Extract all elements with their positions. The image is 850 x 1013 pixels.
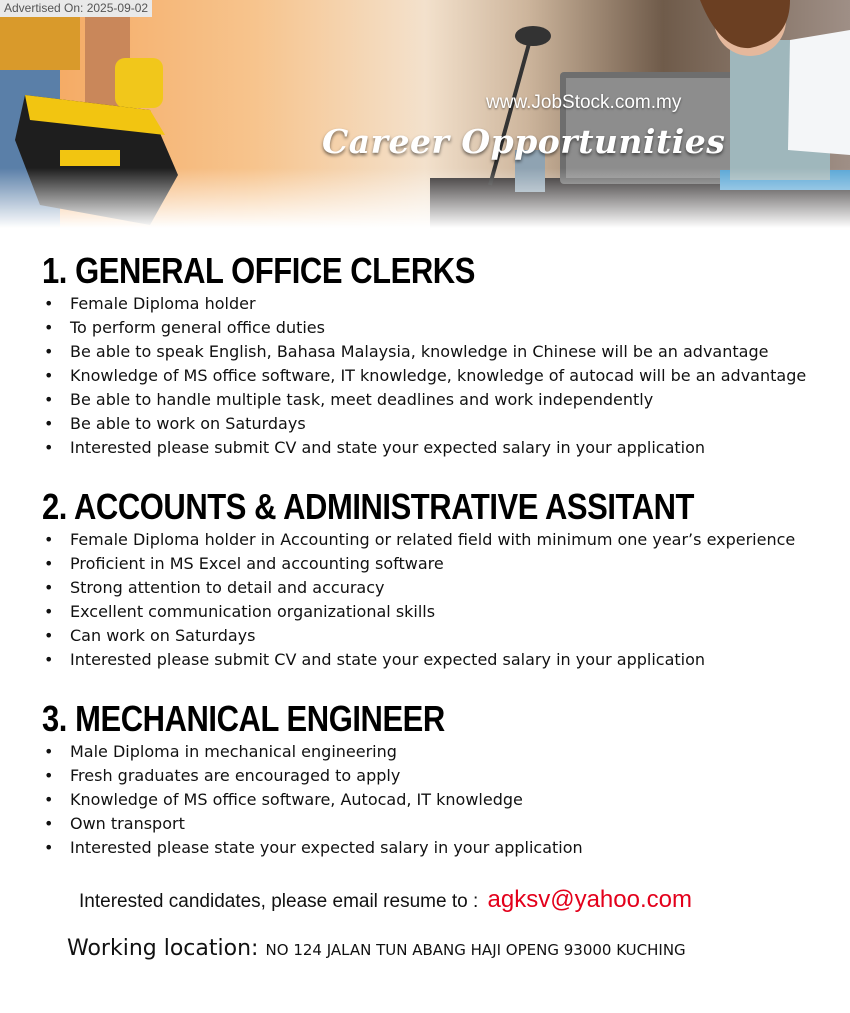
list-item: • Proficient in MS Excel and accounting software	[42, 552, 842, 576]
list-item: • To perform general office duties	[42, 316, 842, 340]
list-item: • Interested please state your expected salary in your application	[42, 836, 842, 860]
job-section-3	[42, 698, 842, 860]
banner-title: Career Opportunities	[322, 122, 726, 161]
requirement-list	[42, 740, 842, 860]
email-prompt: Interested candidates, please email resume to :	[79, 891, 479, 912]
header-banner	[0, 0, 850, 228]
requirement-list	[42, 528, 842, 672]
list-item: • Interested please submit CV and state your expected salary in your application	[42, 436, 842, 460]
list-item: • Own transport	[42, 812, 842, 836]
job-listings	[42, 250, 842, 860]
job-section-2	[42, 486, 842, 672]
location-label: Working location:	[67, 936, 259, 961]
list-item: • Be able to work on Saturdays	[42, 412, 842, 436]
email-instruction	[79, 886, 692, 914]
advertised-on-stamp: Advertised On: 2025-09-02	[0, 0, 152, 17]
list-item: • Knowledge of MS office software, IT knowledge, knowledge of autocad will be an advantage	[42, 364, 842, 388]
paper-sheet	[788, 30, 850, 155]
list-item: • Be able to speak English, Bahasa Malaysia, knowledge in Chinese will be an advantage	[42, 340, 842, 364]
list-item: • Can work on Saturdays	[42, 624, 842, 648]
list-item: • Be able to handle multiple task, meet deadlines and work independently	[42, 388, 842, 412]
email-link[interactable]: agksv@yahoo.com	[487, 886, 692, 913]
list-item: • Excellent communication organizational skills	[42, 600, 842, 624]
list-item: • Fresh graduates are encouraged to apply	[42, 764, 842, 788]
list-item: • Interested please submit CV and state your expected salary in your application	[42, 648, 842, 672]
list-item: • Knowledge of MS office software, Autocad, IT knowledge	[42, 788, 842, 812]
requirement-list	[42, 292, 842, 460]
list-item: • Male Diploma in mechanical engineering	[42, 740, 842, 764]
job-title: 3. MECHANICAL ENGINEER	[42, 698, 445, 739]
location-address: NO 124 JALAN TUN ABANG HAJI OPENG 93000 KUCHING	[265, 941, 686, 959]
work-glove	[115, 58, 163, 108]
list-item: • Strong attention to detail and accuracy	[42, 576, 842, 600]
job-section-1	[42, 250, 842, 460]
job-title: 2. ACCOUNTS & ADMINISTRATIVE ASSITANT	[42, 486, 695, 527]
job-title: 1. GENERAL OFFICE CLERKS	[42, 250, 475, 291]
website-url: www.JobStock.com.my	[486, 92, 682, 113]
list-item: • Female Diploma holder	[42, 292, 842, 316]
list-item: • Female Diploma holder in Accounting or related field with minimum one year’s experience	[42, 528, 842, 552]
working-location	[67, 936, 686, 961]
